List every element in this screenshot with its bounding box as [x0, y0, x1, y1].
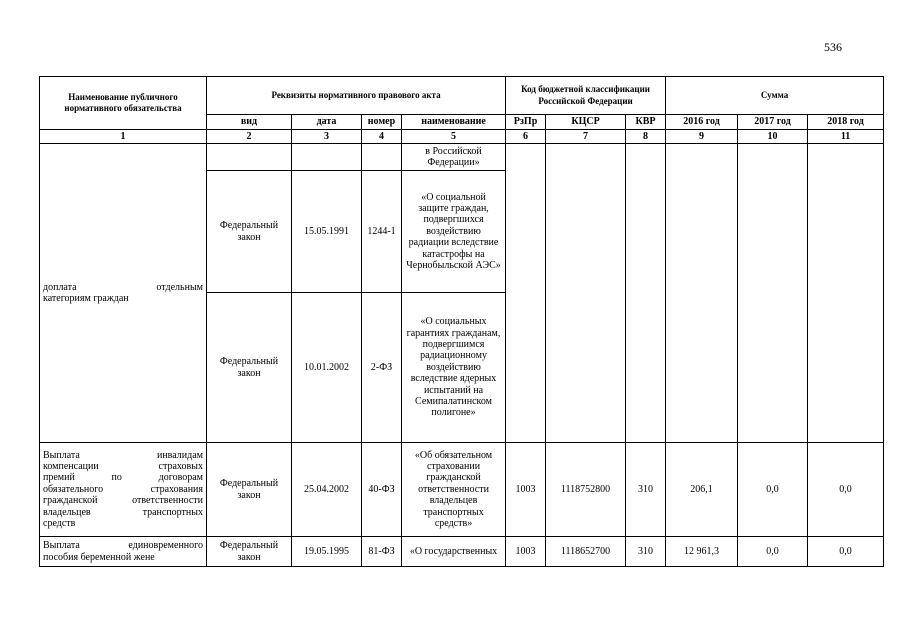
rzpr-cell: 1003 [506, 443, 546, 537]
column-number-row [40, 130, 884, 144]
act-date: 19.05.1995 [292, 537, 362, 567]
act-kind [207, 144, 292, 171]
column-number: 11 [808, 130, 884, 144]
column-number: 7 [546, 130, 626, 144]
sum-2016-cell: 206,1 [666, 443, 738, 537]
act-number: 40-ФЗ [362, 443, 402, 537]
header-kcsr: КЦСР [546, 115, 626, 130]
table-row [40, 537, 884, 567]
header-2017: 2017 год [738, 115, 808, 130]
column-number: 9 [666, 130, 738, 144]
act-number: 2-ФЗ [362, 293, 402, 443]
table-row [40, 443, 884, 537]
sum-2016-cell: 12 961,3 [666, 537, 738, 567]
column-number: 3 [292, 130, 362, 144]
column-number: 8 [626, 130, 666, 144]
column-number: 10 [738, 130, 808, 144]
act-number: 81-ФЗ [362, 537, 402, 567]
header-sum: Сумма [666, 77, 884, 115]
header-requisites: Реквизиты нормативного правового акта [207, 77, 506, 115]
act-title: в Российской Федерации» [402, 144, 506, 171]
sum-2017-cell: 0,0 [738, 443, 808, 537]
rzpr-cell: 1003 [506, 537, 546, 567]
header-date: дата [292, 115, 362, 130]
kvr-cell: 310 [626, 443, 666, 537]
act-number: 1244-1 [362, 171, 402, 293]
rzpr-cell [506, 144, 546, 443]
kvr-cell: 310 [626, 537, 666, 567]
act-number [362, 144, 402, 171]
sum-2017-cell [738, 144, 808, 443]
act-kind: Федеральный закон [207, 443, 292, 537]
act-date: 10.01.2002 [292, 293, 362, 443]
column-number: 6 [506, 130, 546, 144]
header-name: наименование [402, 115, 506, 130]
column-number: 4 [362, 130, 402, 144]
header-budget-code: Код бюджетной классификации Российской Федерации [506, 77, 666, 115]
kcsr-cell [546, 144, 626, 443]
header-kvr: КВР [626, 115, 666, 130]
header-2016: 2016 год [666, 115, 738, 130]
header-2018: 2018 год [808, 115, 884, 130]
act-kind: Федеральный закон [207, 293, 292, 443]
header-kind: вид [207, 115, 292, 130]
kvr-cell [626, 144, 666, 443]
sum-2018-cell: 0,0 [808, 443, 884, 537]
act-date: 25.04.2002 [292, 443, 362, 537]
act-title: «О государственных [402, 537, 506, 567]
column-number: 5 [402, 130, 506, 144]
column-number: 1 [40, 130, 207, 144]
sum-2017-cell: 0,0 [738, 537, 808, 567]
obligation-cell: Выплата инвалидам компенсации страховых премий по договорам обязательного страхования гражданской ответственности владельцев транспортных средств [40, 443, 207, 537]
act-title: «О социальных гарантиях гражданам, подвергшимся радиационному воздействию вследствие ядерных испытаний на Семипалатинском полигоне» [402, 293, 506, 443]
act-kind: Федеральный закон [207, 171, 292, 293]
table-row [40, 144, 884, 171]
header-obligation: Наименование публичного нормативного обязательства [40, 77, 207, 130]
obligations-table [39, 76, 884, 567]
sum-2018-cell: 0,0 [808, 537, 884, 567]
act-title: «Об обязательном страховании гражданской ответственности владельцев транспортных средств» [402, 443, 506, 537]
column-number: 2 [207, 130, 292, 144]
obligation-cell: доплата отдельным категориям граждан [40, 144, 207, 443]
obligation-cell: Выплата единовременного пособия беременной жене [40, 537, 207, 567]
sum-2016-cell [666, 144, 738, 443]
act-date [292, 144, 362, 171]
sum-2018-cell [808, 144, 884, 443]
act-kind: Федеральный закон [207, 537, 292, 567]
header-rzpr: РзПр [506, 115, 546, 130]
kcsr-cell: 1118752800 [546, 443, 626, 537]
act-title: «О социальной защите граждан, подвергшихся воздействию радиации вследствие катастрофы на Чернобыльской АЭС» [402, 171, 506, 293]
page-number: 536 [824, 40, 842, 54]
act-date: 15.05.1991 [292, 171, 362, 293]
header-number: номер [362, 115, 402, 130]
kcsr-cell: 1118652700 [546, 537, 626, 567]
